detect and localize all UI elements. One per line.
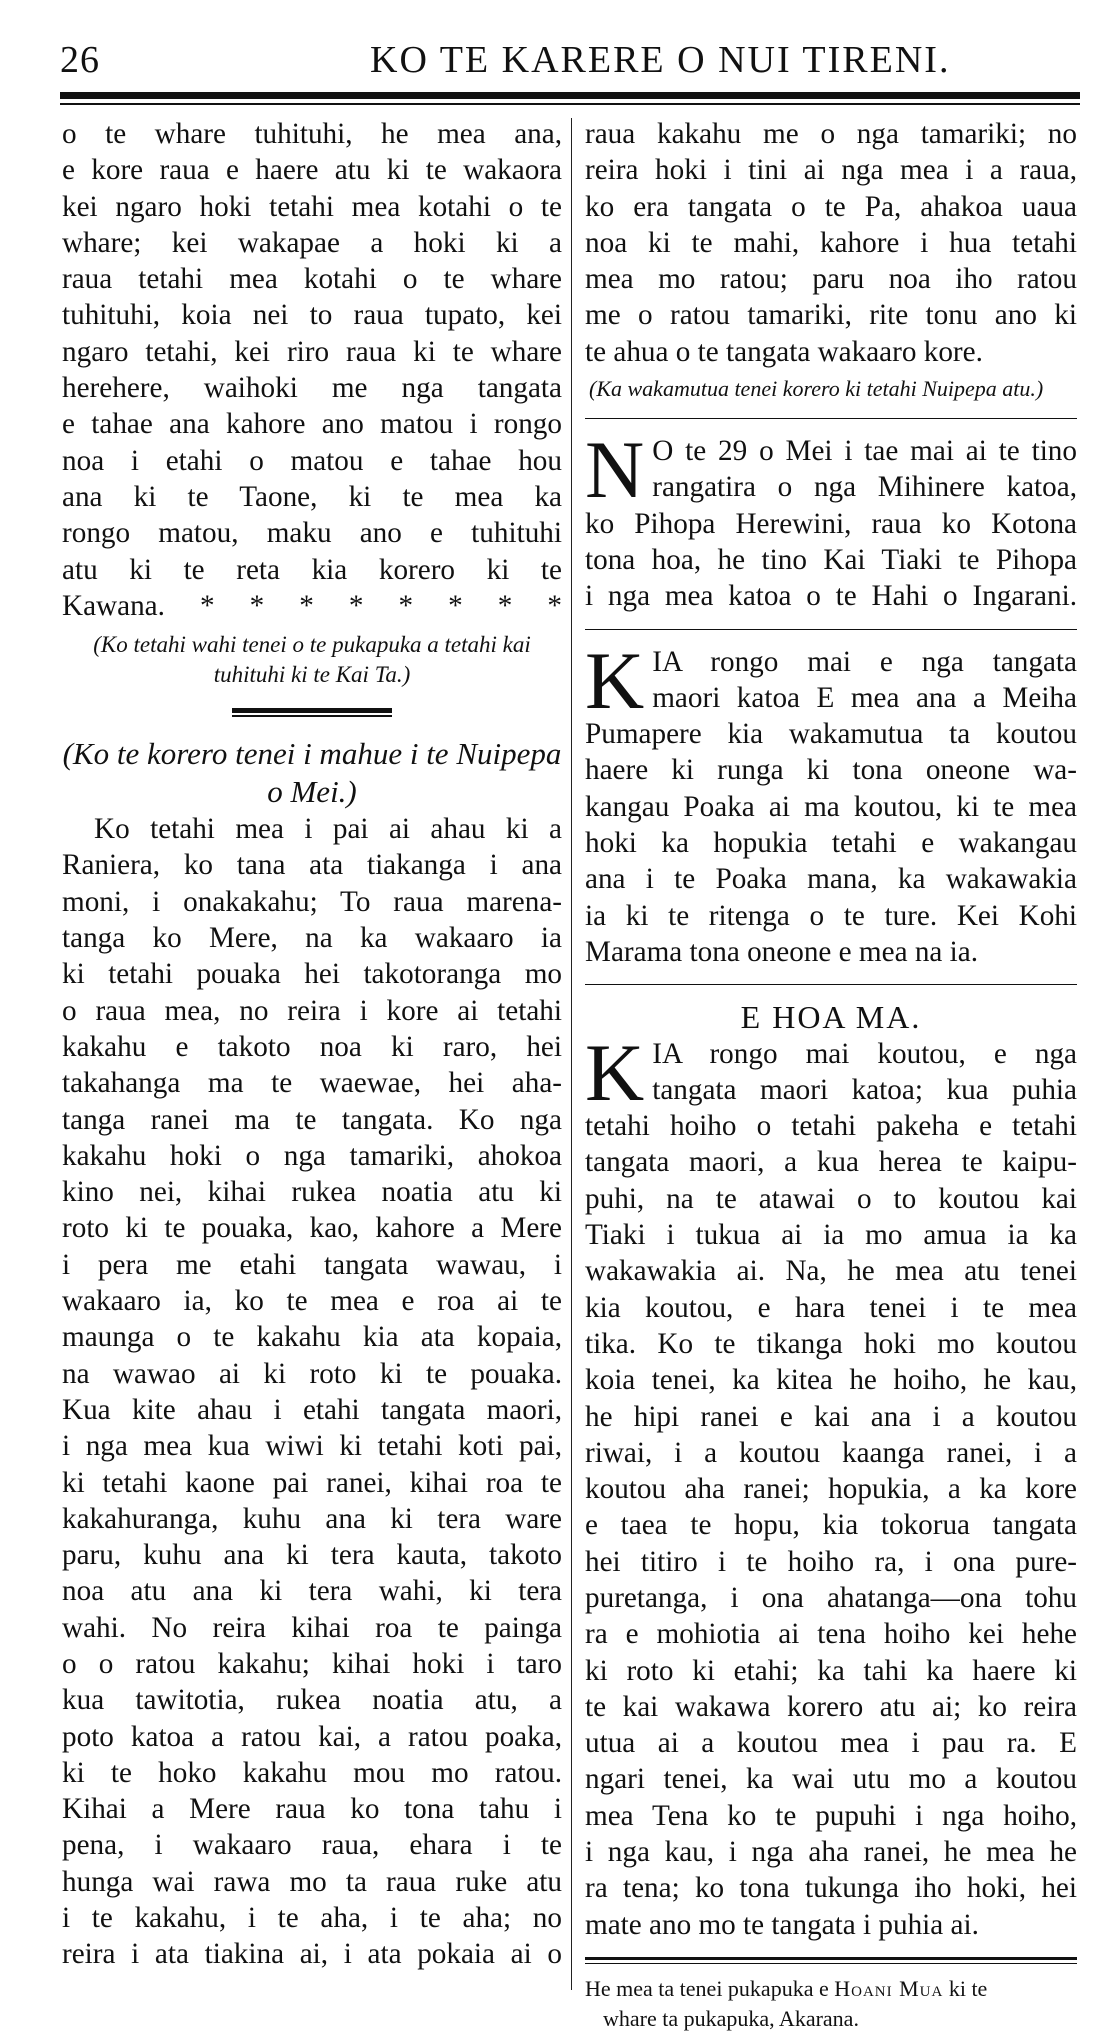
text-line: Pumapere kia wakamutua ta koutou — [585, 718, 1077, 751]
text-line: i te kakahu, i te aha, i te aha; no — [62, 1902, 562, 1935]
text-line: pena, i wakaaro raua, ehara i te — [62, 1829, 562, 1862]
text-line: wakawakia ai. Na, he mea atu tenei — [585, 1255, 1077, 1288]
text-line: tetahi hoiho o tetahi pakeha e tetahi — [585, 1110, 1077, 1143]
text-line: hoki ka hopukia tetahi e wakangau — [585, 827, 1077, 860]
text-line: ki te hoko kakahu mou mo ratou. — [62, 1756, 562, 1789]
text-line: o te whare tuhituhi, he mea ana, — [62, 118, 562, 150]
text-line: tanga ranei ma te tangata. Ko nga — [62, 1103, 562, 1136]
text-line: o o ratou kakahu; kihai hoki i taro — [62, 1647, 562, 1680]
text-line: koutou aha ranei; hopukia, a ka kore — [585, 1473, 1077, 1506]
text-line: Marama tona oneone e mea na ia. — [585, 935, 979, 968]
continuation-note: (Ka wakamutua tenei korero ki tetahi Nuipepa atu.) — [589, 376, 1044, 402]
text-line: tangata maori katoa; kua puhia — [652, 1073, 1077, 1106]
notice-bishop — [585, 424, 1077, 614]
imprint-prefix: He mea ta tenei pukapuka e — [585, 1975, 829, 2001]
text-line: puhi, na te atawai o to koutou kai — [585, 1182, 1077, 1215]
text-line: e kore raua e haere atu ki te wakaora — [62, 154, 562, 187]
imprint-suffix: ki te — [948, 1975, 988, 2001]
text-line: i nga kau, i nga aha ranei, he mea he — [585, 1836, 1077, 1869]
text-line: noa ki te mahi, kahore i hua tetahi — [585, 226, 1077, 259]
text-line: IA rongo mai koutou, e nga — [652, 1037, 1077, 1070]
text-line: i pera me etahi tangata wawau, i — [62, 1248, 562, 1281]
text-line: kangau Poaka ai ma koutou, ki te mea — [585, 790, 1077, 823]
text-line: ana ki te Taone, ki te mea ka — [62, 480, 562, 513]
section-rule — [585, 418, 1077, 419]
column-divider — [571, 118, 572, 1990]
page-header — [60, 38, 1080, 84]
text-line: Kawana. * * * * * * * * — [62, 589, 562, 622]
text-line: ko Pihopa Herewini, raua ko Kotona — [585, 507, 1077, 540]
text-line: kakahuranga, kuhu ana ki tera ware — [62, 1502, 562, 1535]
text-line: ngaro tetahi, kei riro raua ki te whare — [62, 335, 562, 368]
text-line: Ko tetahi mea i pai ai ahau ki a — [94, 813, 562, 846]
section-heading: (Ko te korero tenei i mahue i te Nuipepa o Mei.) — [62, 736, 562, 810]
text-line: haere ki runga ki tona oneone wa- — [585, 754, 1077, 787]
text-line: tona hoa, he tino Kai Tiaki te Pihopa — [585, 543, 1077, 576]
text-line: utua ai a koutou mea i pau ra. E — [585, 1727, 1077, 1760]
text-line: kia koutou, e hara tenei i te mea — [585, 1291, 1077, 1324]
text-line: mea mo ratou; paru noa iho ratou — [585, 263, 1077, 296]
text-line: tuhituhi, koia nei to raua tupato, kei — [62, 299, 562, 332]
imprint-rule — [585, 1957, 1077, 1964]
text-line: me o ratou tamariki, rite tonu ano ki — [585, 299, 1077, 332]
section-rule — [585, 629, 1077, 630]
text-line: raua kakahu me o nga tamariki; no — [585, 118, 1077, 150]
source-note: (Ko tetahi wahi tenei o te pukapuka a tetahi kai tuhituhi ki te Kai Ta.) — [93, 632, 531, 688]
text-line: e taea te hopu, kia tokorua tangata — [585, 1509, 1077, 1542]
right-column — [585, 116, 1077, 2034]
text-line: i nga mea kua wiwi ki tetahi koti pai, — [62, 1430, 562, 1463]
page-title: KO TE KARERE O NUI TIRENI. — [370, 39, 951, 81]
text-line: puretanga, i ona ahatanga—ona tohu — [585, 1581, 1077, 1614]
text-line: kei ngaro hoki tetahi mea kotahi o te — [62, 190, 562, 223]
imprint-printer: Hoani Mua — [834, 1975, 944, 2001]
text-line: noa i etahi o matou e tahae hou — [62, 444, 562, 477]
text-line: paru, kuhu ana ki tera kauta, takoto — [62, 1539, 562, 1572]
text-line: reira hoki i tini ai nga mea i a raua, — [585, 154, 1077, 187]
text-line: ia ki te ritenga o te ture. Kei Kohi — [585, 899, 1077, 932]
notice-horse-shooting — [585, 1026, 1077, 1943]
text-line: takahanga ma te waewae, hei aha- — [62, 1067, 562, 1100]
text-line: maunga o te kakahu kia ata kopaia, — [62, 1321, 562, 1354]
notice-pig-hunting — [585, 634, 1077, 971]
text-line: maori katoa E mea ana a Meiha — [652, 681, 1077, 714]
header-rule-thick — [60, 92, 1080, 99]
text-line: moni, i onakakahu; To raua marena- — [62, 885, 562, 918]
text-line: O te 29 o Mei i tae mai ai te tino — [652, 435, 1077, 468]
text-line: rongo matou, maku ano e tuhituhi — [62, 517, 562, 550]
article-continuation — [62, 116, 562, 624]
text-line: o raua mea, no reira i kore ai tetahi — [62, 994, 562, 1027]
imprint-line2: whare ta pukapuka, Akarana. — [603, 2005, 859, 2031]
text-line: na wawao ai ki roto ki te pouaka. — [62, 1357, 562, 1390]
text-line: hunga wai rawa mo ta raua ruke atu — [62, 1865, 562, 1898]
section-title: E HOA MA. — [740, 999, 922, 1036]
article-continuation-right — [585, 116, 1077, 370]
text-line: ra tena; ko tona tukunga iho hoki, hei — [585, 1872, 1077, 1905]
text-line: noa atu ana ki tera wahi, ki tera — [62, 1575, 562, 1608]
text-line: i nga mea katoa o te Hahi o Ingarani. — [585, 580, 1077, 613]
text-line: ki roto ki etahi; ka tahi ka haere ki — [585, 1654, 1077, 1687]
text-line: tanga ko Mere, na ka wakaaro ia — [62, 922, 562, 955]
text-line: hei titiro i te hoiho ra, i ona pure- — [585, 1545, 1077, 1578]
printer-imprint — [585, 1974, 1077, 2034]
drop-cap: N — [585, 424, 645, 516]
drop-cap: K — [585, 1026, 645, 1118]
text-line: he hipi ranei e kai ana i a koutou — [585, 1400, 1077, 1433]
text-line: mate ano mo te tangata i puhia ai. — [585, 1908, 979, 1941]
text-line: wahi. No reira kihai roa te painga — [62, 1611, 562, 1644]
header-rule-thin — [60, 103, 1080, 105]
drop-cap: K — [585, 634, 645, 726]
text-line: ra e mohiotia ai tena hoiho kei hehe — [585, 1618, 1077, 1651]
text-line: Raniera, ko tana ata tiakanga i ana — [62, 849, 562, 882]
text-line: kakahu e takoto noa ki raro, hei — [62, 1030, 562, 1063]
text-line: e tahae ana kahore ano matou i rongo — [62, 408, 562, 441]
left-column — [62, 116, 562, 1973]
text-line: Kihai a Mere raua ko tona tahu i — [62, 1793, 562, 1826]
text-line: ko era tangata o te Pa, ahakoa uaua — [585, 190, 1077, 223]
section-rule — [585, 984, 1077, 985]
page-number: 26 — [60, 39, 100, 81]
text-line: herehere, waihoki me nga tangata — [62, 372, 562, 405]
text-line: kua tawitotia, rukea noatia atu, a — [62, 1684, 562, 1717]
text-line: koia tenei, ka kitea he hoiho, he kau, — [585, 1364, 1077, 1397]
text-line: Kua kite ahau i etahi tangata maori, — [62, 1393, 562, 1426]
text-line: ki tetahi kaone pai ranei, kihai roa te — [62, 1466, 562, 1499]
text-line: IA rongo mai e nga tangata — [652, 645, 1077, 678]
article-body — [62, 811, 562, 1973]
text-line: Tiaki i tukua ai ia mo amua ia ka — [585, 1219, 1077, 1252]
text-line: riwai, i a koutou kaanga ranei, i a — [585, 1436, 1077, 1469]
text-line: poto katoa a ratou kai, a ratou poaka, — [62, 1720, 562, 1753]
text-line: kino nei, kihai rukea noatia atu ki — [62, 1176, 562, 1209]
text-line: te kai wakawa korero atu ai; ko reira — [585, 1690, 1077, 1723]
text-line: whare; kei wakapae a hoki ki a — [62, 226, 562, 259]
text-line: reira i ata tiakina ai, i ata pokaia ai o — [62, 1938, 562, 1971]
text-line: ngari tenei, ka wai utu mo a koutou — [585, 1763, 1077, 1796]
text-line: te ahua o te tangata wakaaro kore. — [585, 335, 983, 368]
text-line: wakaaro ia, ko te mea e roa ai te — [62, 1285, 562, 1318]
text-line: roto ki te pouaka, kao, kahore a Mere — [62, 1212, 562, 1245]
text-line: tika. Ko te tikanga hoki mo koutou — [585, 1327, 1077, 1360]
text-line: ki tetahi pouaka hei takotoranga mo — [62, 958, 562, 991]
text-line: raua tetahi mea kotahi o te whare — [62, 263, 562, 296]
text-line: rangatira o nga Mihinere katoa, — [652, 471, 1077, 504]
text-line: ana i te Poaka mana, ka wakawakia — [585, 863, 1077, 896]
text-line: mea Tena ko te pupuhi i nga hoiho, — [585, 1799, 1077, 1832]
section-rule — [232, 708, 392, 717]
text-line: kakahu hoki o nga tamariki, ahokoa — [62, 1139, 562, 1172]
text-line: atu ki te reta kia korero ki te — [62, 553, 562, 586]
text-line: tangata maori, a kua herea te kaipu- — [585, 1146, 1077, 1179]
